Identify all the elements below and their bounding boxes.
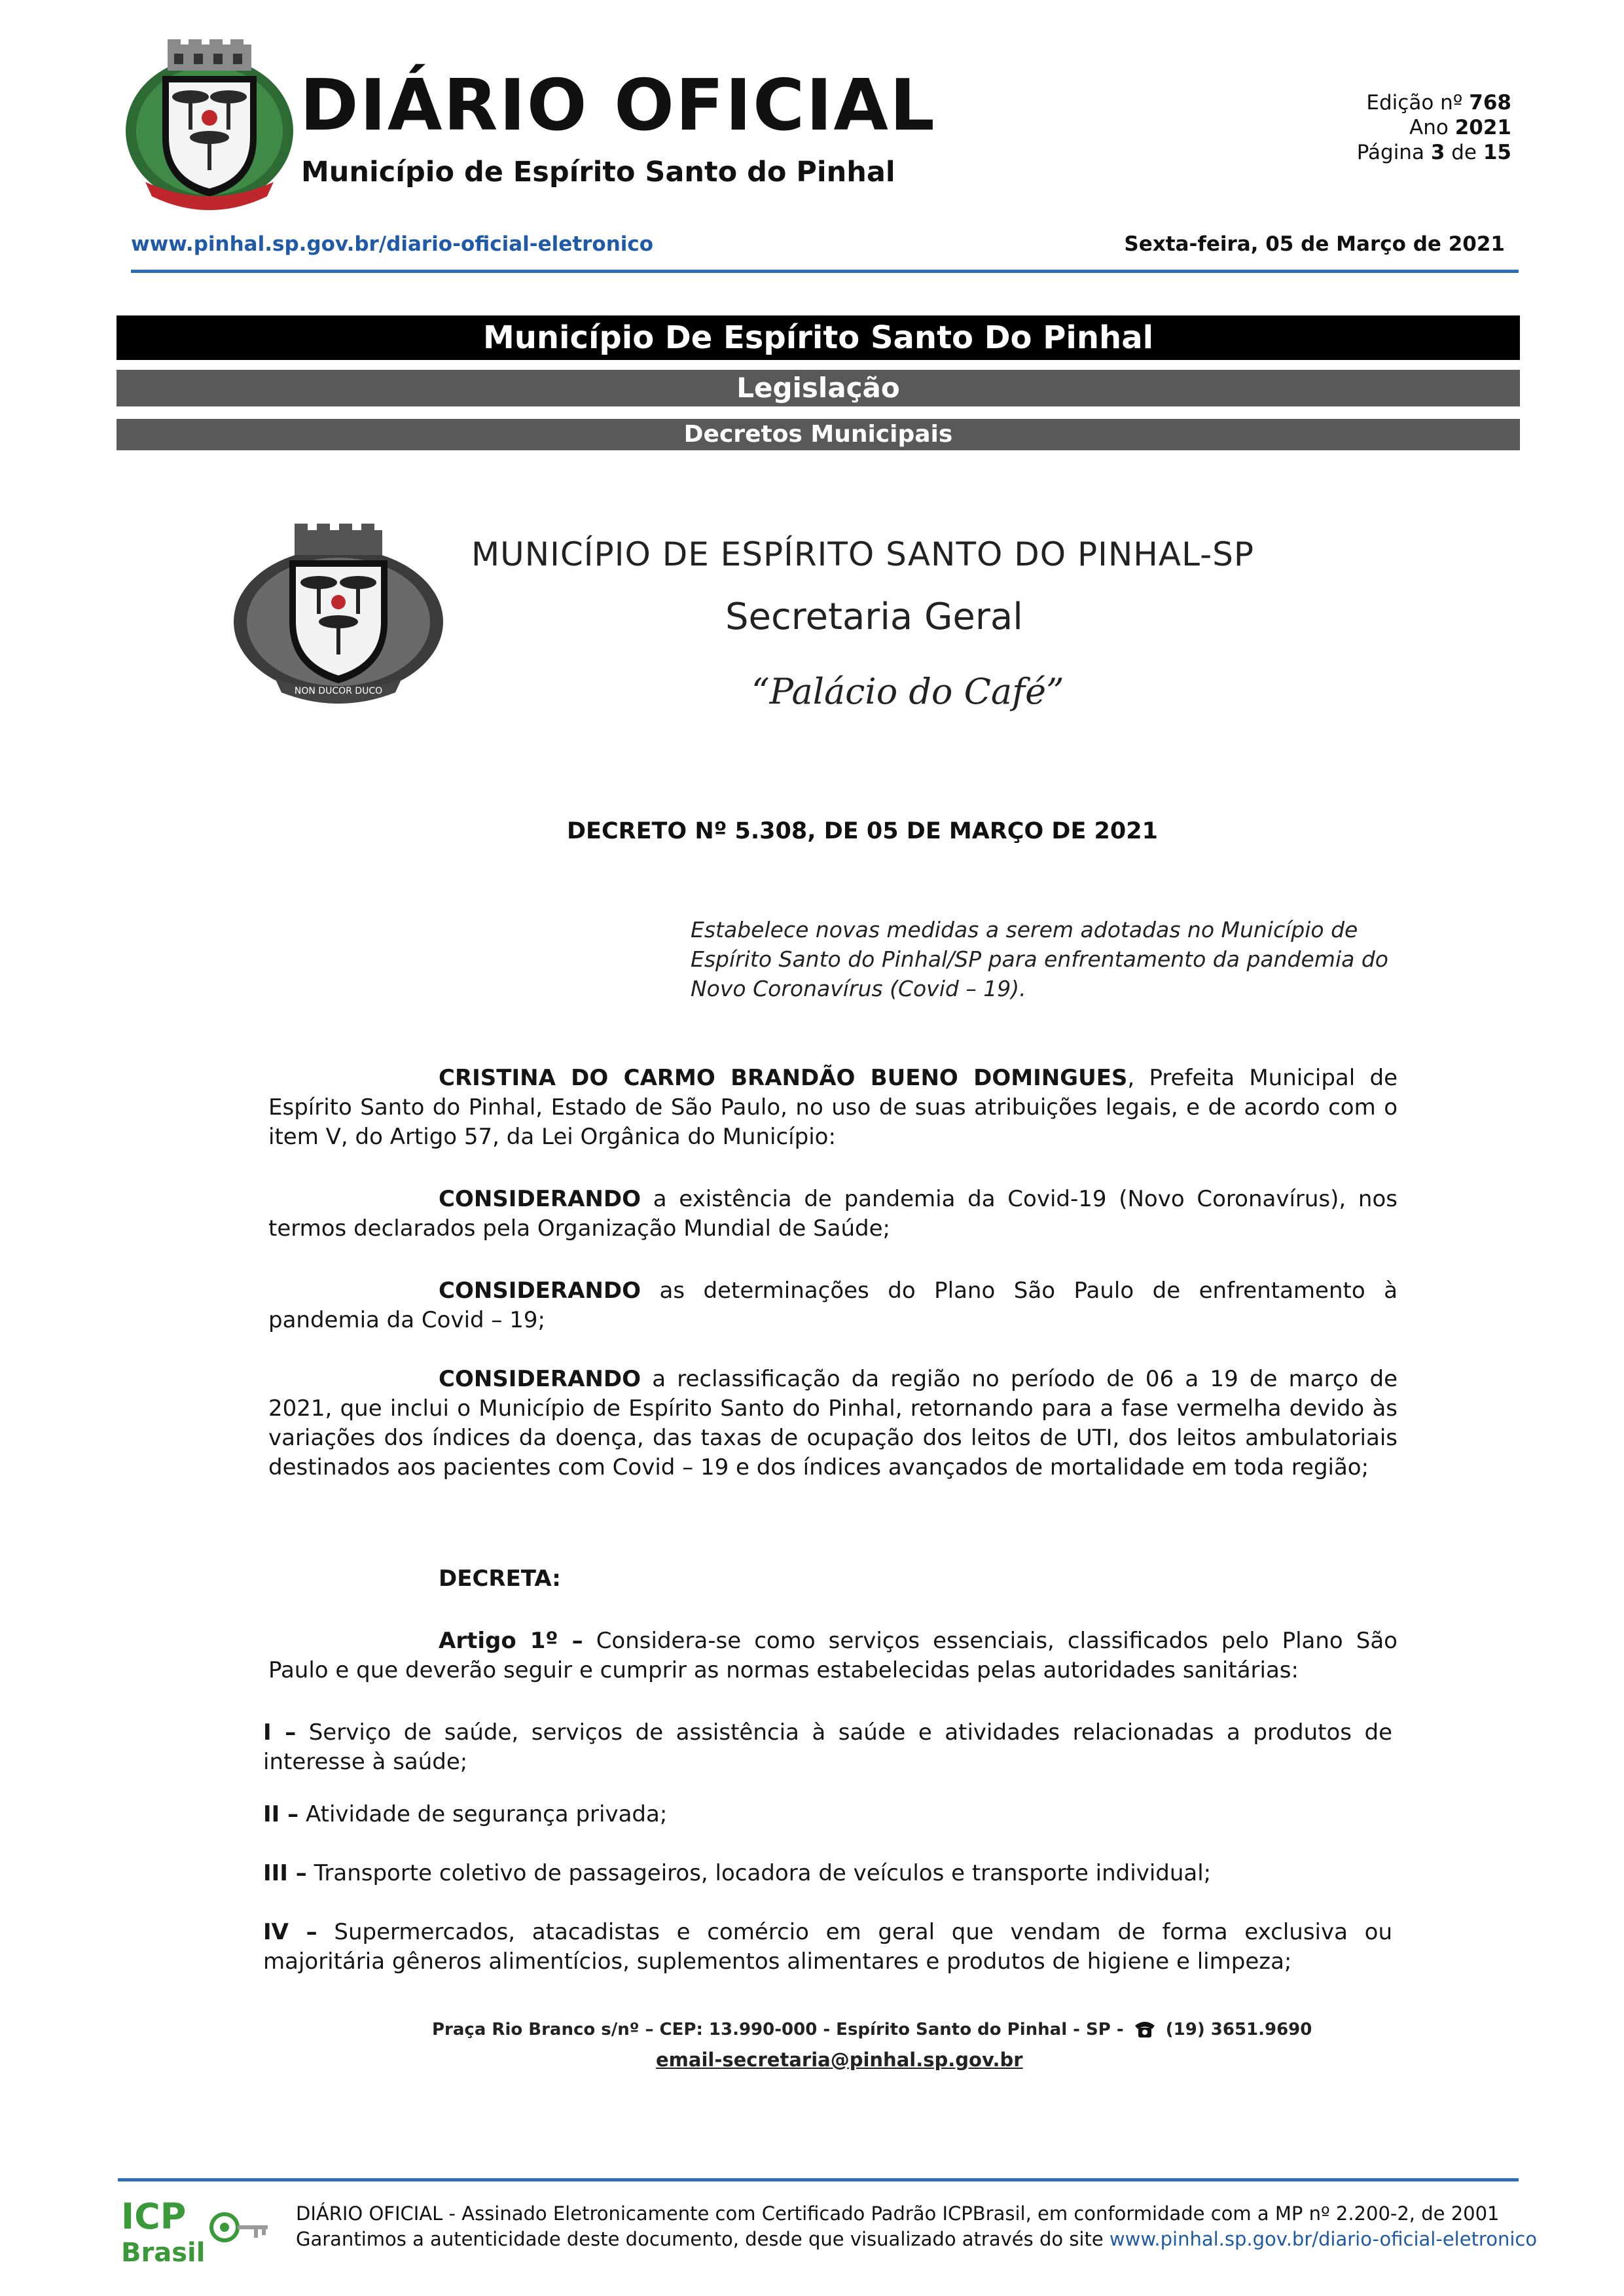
year-number: 2021 — [1454, 116, 1511, 139]
publication-date: Sexta-feira, 05 de Março de 2021 — [1124, 232, 1505, 256]
brasil-logo-text: Brasil — [121, 2238, 206, 2268]
footer-authenticity-prefix: Garantimos a autenticidade deste documento, desde que visualizado através do site — [296, 2228, 1110, 2250]
decree-preamble — [268, 1064, 1398, 1152]
item-text: Supermercados, atacadistas e comércio em geral que vendam de forma exclusiva ou majoritária gêneros alimentícios, suplementos alimentares e produtos de higiene e limpeza; — [263, 1919, 1392, 1975]
letterhead-municipio: MUNICÍPIO DE ESPÍRITO SANTO DO PINHAL-SP — [471, 535, 1255, 573]
header-divider — [131, 270, 1519, 273]
considerando-text: a reclassificação da região no período de 06 a 19 de março de 2021, que inclui o Município de Espírito Santo do Pinhal, retornando para a fase vermelha devido às variações dos índices da doença, das taxas de ocupação dos leitos de UTI, dos leitos ambulatoriais destinados aos pacientes com Covid – 19 e dos índices avançados de mortalidade em toda região; — [268, 1366, 1398, 1480]
list-item — [263, 1718, 1392, 1777]
crest-motto: NON DUCOR DUCO — [294, 686, 383, 696]
section-entity-bar: Município De Espírito Santo Do Pinhal — [117, 315, 1520, 360]
considerando-text: as determinações do Plano São Paulo de enfrentamento à pandemia da Covid – 19; — [268, 1278, 1398, 1333]
item-label: I – — [263, 1719, 297, 1746]
prefeita-name: CRISTINA DO CARMO BRANDÃO BUENO DOMINGUES — [439, 1065, 1128, 1091]
item-label: IV – — [263, 1919, 317, 1945]
list-item — [263, 1859, 1392, 1888]
document-crest-icon — [229, 524, 448, 704]
municipal-crest-icon — [122, 39, 297, 211]
item-text: Atividade de segurança privada; — [298, 1801, 668, 1827]
list-item — [263, 1918, 1392, 1977]
phone-icon — [1134, 2019, 1156, 2039]
considerando-paragraph — [268, 1185, 1398, 1244]
item-label: III – — [263, 1860, 307, 1886]
page-of-label: de — [1451, 141, 1477, 164]
phone-number: (19) 3651.9690 — [1165, 2020, 1312, 2039]
footer-divider — [118, 2178, 1519, 2181]
letterhead-secretaria: Secretaria Geral — [725, 596, 1023, 638]
page-label: Página — [1356, 141, 1424, 164]
decree-title: DECRETO Nº 5.308, DE 05 DE MARÇO DE 2021 — [567, 818, 1158, 844]
list-item — [263, 1800, 1392, 1829]
considerando-paragraph — [268, 1276, 1398, 1335]
footer-certificate-text: DIÁRIO OFICIAL - Assinado Eletronicamente com Certificado Padrão ICPBrasil, em conformidade com a MP nº 2.200-2, de 2001 — [296, 2202, 1500, 2225]
edition-info — [1357, 90, 1511, 165]
letterhead-palacio: “Palácio do Café” — [751, 671, 1064, 712]
decreta-heading — [268, 1564, 1398, 1594]
considerando-paragraph — [268, 1365, 1398, 1482]
article-1 — [268, 1626, 1398, 1685]
year-label: Ano — [1409, 116, 1449, 139]
section-subcategory-bar: Decretos Municipais — [117, 419, 1520, 450]
article-1-text: Considera-se como serviços essenciais, classificados pelo Plano São Paulo e que deverão seguir e cumprir as normas estabelecidas pelas autoridades sanitárias: — [268, 1628, 1398, 1683]
preamble-text: , Prefeita Municipal de Espírito Santo do Pinhal, Estado de São Paulo, no uso de suas atribuições legais, e de acordo com o item V, do Artigo 57, da Lei Orgânica do Município: — [268, 1065, 1398, 1150]
icp-brasil-key-logo-icon — [120, 2196, 270, 2268]
considerando-label: CONSIDERANDO — [439, 1278, 641, 1304]
page-total: 15 — [1483, 141, 1511, 164]
considerando-label: CONSIDERANDO — [439, 1366, 641, 1392]
page-subtitle: Município de Espírito Santo do Pinhal — [301, 156, 895, 188]
footer-authenticity-text — [296, 2228, 1537, 2250]
footer-site-link[interactable]: www.pinhal.sp.gov.br/diario-oficial-eletronico — [1109, 2228, 1538, 2250]
item-label: II – — [263, 1801, 299, 1827]
address-text: Praça Rio Branco s/nº – CEP: 13.990-000 - Espírito Santo do Pinhal - SP - — [432, 2020, 1124, 2039]
site-url-link[interactable]: www.pinhal.sp.gov.br/diario-oficial-eletronico — [131, 232, 654, 256]
item-text: Transporte coletivo de passageiros, locadora de veículos e transporte individual; — [306, 1860, 1212, 1886]
article-1-label: Artigo 1º – — [439, 1628, 583, 1654]
item-text: Serviço de saúde, serviços de assistência à saúde e atividades relacionadas a produtos de interesse à saúde; — [263, 1719, 1392, 1775]
page-number: 3 — [1430, 141, 1445, 164]
document-address — [432, 2019, 1312, 2039]
icp-logo-text: ICP — [121, 2196, 187, 2237]
considerando-text: a existência de pandemia da Covid-19 (Novo Coronavírus), nos termos declarados pela Organização Mundial de Saúde; — [268, 1186, 1398, 1242]
considerando-label: CONSIDERANDO — [439, 1186, 641, 1212]
document-email-link[interactable]: email-secretaria@pinhal.sp.gov.br — [656, 2049, 1023, 2071]
edition-number: 768 — [1469, 91, 1511, 115]
decree-ementa: Estabelece novas medidas a serem adotadas no Município de Espírito Santo do Pinhal/SP para enfrentamento da pandemia do Novo Coronavírus (Covid – 19). — [691, 917, 1388, 1001]
section-category-bar: Legislação — [117, 370, 1520, 406]
page-title: DIÁRIO OFICIAL — [300, 65, 936, 147]
edition-label: Edição nº — [1366, 91, 1463, 115]
decreta-label: DECRETA: — [439, 1566, 561, 1592]
